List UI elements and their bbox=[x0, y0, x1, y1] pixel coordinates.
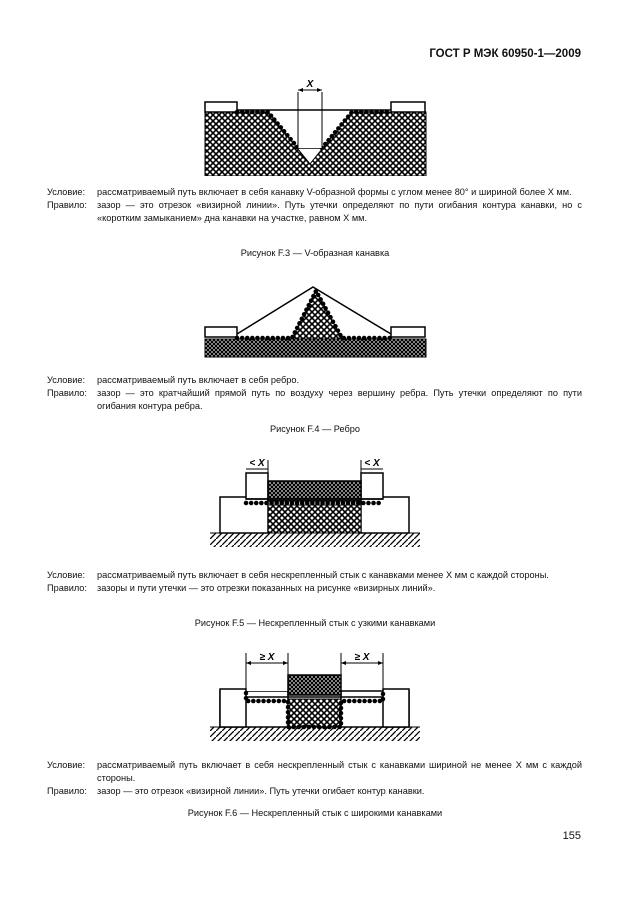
figure-wide-grooves bbox=[0, 647, 630, 742]
figure-caption: Рисунок F.6 — Нескрепленный стык с широкими канавками bbox=[187, 808, 443, 818]
rule-text: зазор — это кратчайший прямой путь по воздуху через вершину ребра. Путь утечки определяют по пути огибания контура ребра. bbox=[97, 388, 582, 411]
figure-caption: Рисунок F.5 — Нескрепленный стык с узкими канавками bbox=[194, 618, 436, 628]
rule-text: зазор — это отрезок «визирной линии». Путь утечки огибает контур канавки. bbox=[97, 786, 425, 796]
rule-label: Правило: bbox=[47, 583, 87, 593]
dim-label-right: ≥ X bbox=[354, 652, 370, 663]
condition-label: Условие: bbox=[47, 375, 86, 385]
rule-label: Правило: bbox=[47, 200, 87, 210]
rule-text: зазор — это отрезок «визирной линии». Путь утечки определяют по пути огибания контура канавки, но с «коротким замыканием» дна канавки на участке, равном X мм. bbox=[97, 200, 582, 223]
dim-label-left: ≥ X bbox=[259, 652, 275, 663]
condition-text: рассматриваемый путь включает в себя ребро. bbox=[97, 375, 300, 385]
rule-label: Правило: bbox=[47, 388, 87, 398]
rule-row bbox=[47, 199, 582, 225]
narrow-grooves-diagram bbox=[0, 455, 630, 550]
condition-label: Условие: bbox=[47, 760, 86, 770]
figure-v-groove bbox=[0, 76, 630, 176]
figure-rib bbox=[0, 282, 630, 360]
rule-row bbox=[47, 785, 582, 798]
rule-row bbox=[47, 387, 582, 413]
figure-narrow-grooves bbox=[0, 455, 630, 550]
rib-diagram bbox=[0, 282, 630, 360]
figure-caption: Рисунок F.4 — Ребро bbox=[270, 424, 360, 434]
condition-text: рассматриваемый путь включает в себя нескрепленный стык с канавками менее X мм с каждой стороны. bbox=[97, 570, 549, 580]
dim-label-left: < X bbox=[249, 458, 265, 469]
rule-text: зазоры и пути утечки — это отрезки показанных на рисунке «визирных линий». bbox=[97, 583, 436, 593]
condition-row bbox=[47, 186, 582, 199]
figure-f3-description bbox=[47, 186, 582, 225]
wide-grooves-diagram bbox=[0, 647, 630, 742]
figure-f6-description bbox=[47, 759, 582, 798]
standard-header: ГОСТ Р МЭК 60950-1—2009 bbox=[429, 48, 581, 60]
rule-label: Правило: bbox=[47, 786, 87, 796]
figure-caption: Рисунок F.3 — V-образная канавка bbox=[240, 248, 390, 258]
dim-label: X bbox=[306, 79, 314, 90]
figure-f4-description bbox=[47, 374, 582, 413]
condition-row bbox=[47, 759, 582, 785]
condition-text: рассматриваемый путь включает в себя канавку V-образной формы с углом менее 80° и шириной более X мм. bbox=[97, 187, 572, 197]
v-groove-diagram bbox=[0, 76, 630, 176]
condition-label: Условие: bbox=[47, 570, 86, 580]
figure-f5-description bbox=[47, 569, 582, 595]
condition-row bbox=[47, 374, 582, 387]
condition-text: рассматриваемый путь включает в себя нескрепленный стык с канавками шириной не менее X мм с каждой стороны. bbox=[97, 760, 582, 783]
dim-label-right: < X bbox=[364, 458, 380, 469]
condition-label: Условие: bbox=[47, 187, 86, 197]
page-number: 155 bbox=[562, 830, 581, 842]
rule-row bbox=[47, 582, 582, 595]
condition-row bbox=[47, 569, 582, 582]
